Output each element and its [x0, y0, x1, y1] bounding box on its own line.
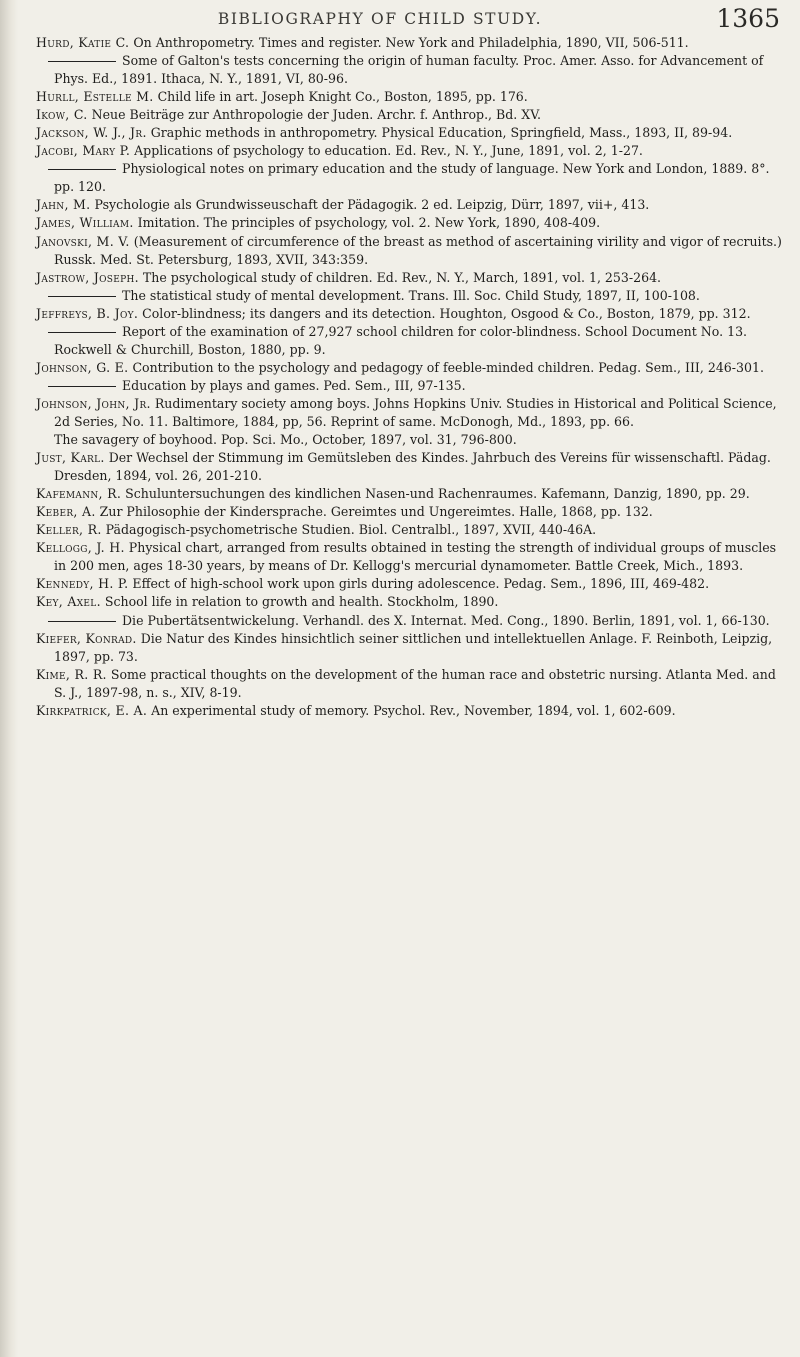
bibliography-entry: [36, 377, 788, 395]
entry-text: An experimental study of memory. Psychol. Rev., November, 1894, vol. 1, 602-609.: [151, 702, 676, 718]
bibliography-entry: [36, 34, 788, 52]
bibliography-entry: [36, 702, 788, 720]
bibliography-list: [36, 34, 788, 720]
entry-text: Die Pubertätsentwickelung. Verhandl. des X. Internat. Med. Cong., 1890. Berlin, 1891, vol. 1, 66-130.: [122, 612, 770, 628]
entry-author: Key, Axel.: [36, 594, 101, 610]
entry-text: Zur Philosophie der Kindersprache. Gereimtes und Ungereimtes. Halle, 1868, pp. 132.: [99, 504, 653, 520]
entry-text: Applications of psychology to education. Ed. Rev., N. Y., June, 1891, vol. 2, 1-27.: [134, 143, 643, 159]
entry-text: The psychological study of children. Ed. Rev., N. Y., March, 1891, vol. 1, 253-264.: [142, 269, 662, 285]
bibliography-entry: [36, 521, 788, 539]
bibliography-entry: [36, 160, 788, 196]
entry-author: Hurd, Katie C.: [36, 35, 130, 50]
ditto-dash: [48, 386, 116, 387]
bibliography-entry: [36, 323, 788, 359]
ditto-dash: [48, 332, 116, 333]
bibliography-entry: [36, 359, 788, 377]
entry-author: Jahn, M.: [36, 197, 91, 213]
entry-text: Child life in art. Joseph Knight Co., Boston, 1895, pp. 176.: [157, 89, 528, 105]
entry-text: Rudimentary society among boys. Johns Hopkins Univ. Studies in Historical and Political Science, 2d Series, No. 11. Baltimore, 1884, pp, 56. Reprint of same. McDonogh, Md., 1893, pp. 66.: [54, 395, 777, 429]
page-header: [0, 4, 800, 34]
entry-text: Effect of high-school work upon girls during adolescence. Pedag. Sem., 1896, III, 469-482.: [132, 576, 710, 592]
entry-text: The statistical study of mental development. Trans. Ill. Soc. Child Study, 1897, II, 100-108.: [122, 287, 700, 303]
entry-author: Kirkpatrick, E. A.: [36, 702, 148, 718]
entry-text: Education by plays and games. Ped. Sem., III, 97-135.: [122, 377, 466, 393]
entry-author: Johnson, G. E.: [36, 359, 129, 375]
bibliography-entry: [36, 233, 788, 269]
bibliography-entry: [36, 575, 788, 593]
entry-author: Kennedy, H. P.: [36, 576, 129, 592]
bibliography-entry: [36, 269, 788, 287]
entry-author: Jeffreys, B. Joy.: [36, 305, 139, 321]
ditto-dash: [48, 621, 116, 622]
entry-author: Jackson, W. J., Jr.: [36, 125, 147, 141]
bibliography-entry: [36, 196, 788, 214]
bibliography-entry: [36, 305, 788, 323]
bibliography-entry: [36, 142, 788, 160]
bibliography-entry: [36, 612, 788, 630]
entry-author: Just, Karl.: [36, 450, 105, 466]
bibliography-entry: [36, 287, 788, 305]
bibliography-entry: [36, 449, 788, 485]
entry-text: Physical chart, arranged from results obtained in testing the strength of individual groups of muscles in 200 men, ages 18-30 years, by means of Dr. Kellogg's mercurial dynamometer. Battle Creek, Mich., 1893.: [54, 540, 777, 574]
entry-author: James, William.: [36, 215, 134, 231]
page-binding-shadow: [0, 0, 18, 1357]
entry-author: Ikow, C.: [36, 107, 88, 123]
bibliography-entry: [36, 539, 788, 575]
entry-author: Janovski, M. V.: [36, 233, 130, 249]
bibliography-entry: [36, 503, 788, 521]
ditto-dash: [48, 169, 116, 170]
entry-author: Jacobi, Mary P.: [36, 143, 131, 159]
entry-text: Graphic methods in anthropometry. Physical Education, Springfield, Mass., 1893, II, 89-94.: [150, 125, 733, 141]
entry-text: On Anthropometry. Times and register. New York and Philadelphia, 1890, VII, 506-511.: [133, 35, 689, 50]
entry-text: Some of Galton's tests concerning the origin of human faculty. Proc. Amer. Asso. for Advancement of Phys. Ed., 1891. Ithaca, N. Y., 1891, VI, 80-96.: [54, 53, 764, 87]
entry-text: Die Natur des Kindes hinsichtlich seiner sittlichen und intellektuellen Anlage. F. Reinboth, Leipzig, 1897, pp. 73.: [54, 630, 773, 664]
ditto-dash: [48, 296, 116, 297]
bibliography-entry: [36, 593, 788, 611]
entry-text: (Measurement of circumference of the breast as method of ascertaining virility and vigor of recruits.) Russk. Med. St. Petersburg, 1893, XVII, 343:359.: [54, 233, 782, 267]
entry-text: Contribution to the psychology and pedagogy of feeble-minded children. Pedag. Sem., III, 246-301.: [132, 359, 764, 375]
entry-author: Jastrow, Joseph.: [36, 269, 139, 285]
entry-text: Psychologie als Grundwisseuschaft der Pädagogik. 2 ed. Leipzig, Dürr, 1897, vii+, 413.: [94, 197, 650, 213]
entry-text: Neue Beiträge zur Anthropologie der Juden. Archr. f. Anthrop., Bd. XV.: [91, 107, 542, 123]
entry-text: Some practical thoughts on the development of the human race and obstetric nursing. Atlanta Med. and S. J., 1897-98, n. s., XIV, 8-19.: [54, 666, 776, 700]
entry-author: Hurll, Estelle M.: [36, 89, 154, 105]
bibliography-entry: [36, 666, 788, 702]
entry-text: Physiological notes on primary education and the study of language. New York and London, 1889. 8°. pp. 120.: [54, 161, 770, 195]
entry-text: Report of the examination of 27,927 school children for color-blindness. School Document No. 13. Rockwell & Churchill, Boston, 1880, pp. 9.: [54, 323, 748, 357]
entry-text: School life in relation to growth and health. Stockholm, 1890.: [104, 594, 499, 610]
entry-text: Imitation. The principles of psychology, vol. 2. New York, 1890, 408-409.: [137, 215, 601, 231]
entry-author: Keller, R.: [36, 522, 102, 538]
ditto-dash: [48, 61, 116, 62]
entry-text: Color-blindness; its dangers and its detection. Houghton, Osgood & Co., Boston, 1879, pp. 312.: [142, 305, 751, 321]
bibliography-entry: [36, 395, 788, 431]
entry-author: Kiefer, Konrad.: [36, 630, 137, 646]
bibliography-entry: [36, 214, 788, 232]
entry-author: Kime, R. R.: [36, 666, 107, 682]
bibliography-entry: [36, 431, 788, 449]
bibliography-entry: [36, 630, 788, 666]
bibliography-entry: [36, 106, 788, 124]
entry-author: Keber, A.: [36, 504, 96, 520]
bibliography-entry: [36, 485, 788, 503]
entry-text: The savagery of boyhood. Pop. Sci. Mo., October, 1897, vol. 31, 796-800.: [54, 432, 517, 448]
entry-text: Schuluntersuchungen des kindlichen Nasen-und Rachenraumes. Kafemann, Danzig, 1890, pp. 29.: [125, 486, 750, 502]
entry-text: Der Wechsel der Stimmung im Gemütsleben des Kindes. Jahrbuch des Vereins für wissenschaftl. Pädag. Dresden, 1894, vol. 26, 201-210.: [54, 450, 771, 484]
bibliography-entry: [36, 124, 788, 142]
bibliography-entry: [36, 88, 788, 106]
entry-author: Johnson, John, Jr.: [36, 395, 151, 411]
bibliography-entry: [36, 52, 788, 88]
running-head: BIBLIOGRAPHY OF CHILD STUDY.: [217, 10, 543, 28]
entry-author: Kellogg, J. H.: [36, 540, 125, 556]
entry-text: Pädagogisch-psychometrische Studien. Biol. Centralbl., 1897, XVII, 440-46A.: [105, 522, 597, 538]
page-number: 1365: [716, 4, 780, 33]
entry-author: Kafemann, R.: [36, 486, 122, 502]
